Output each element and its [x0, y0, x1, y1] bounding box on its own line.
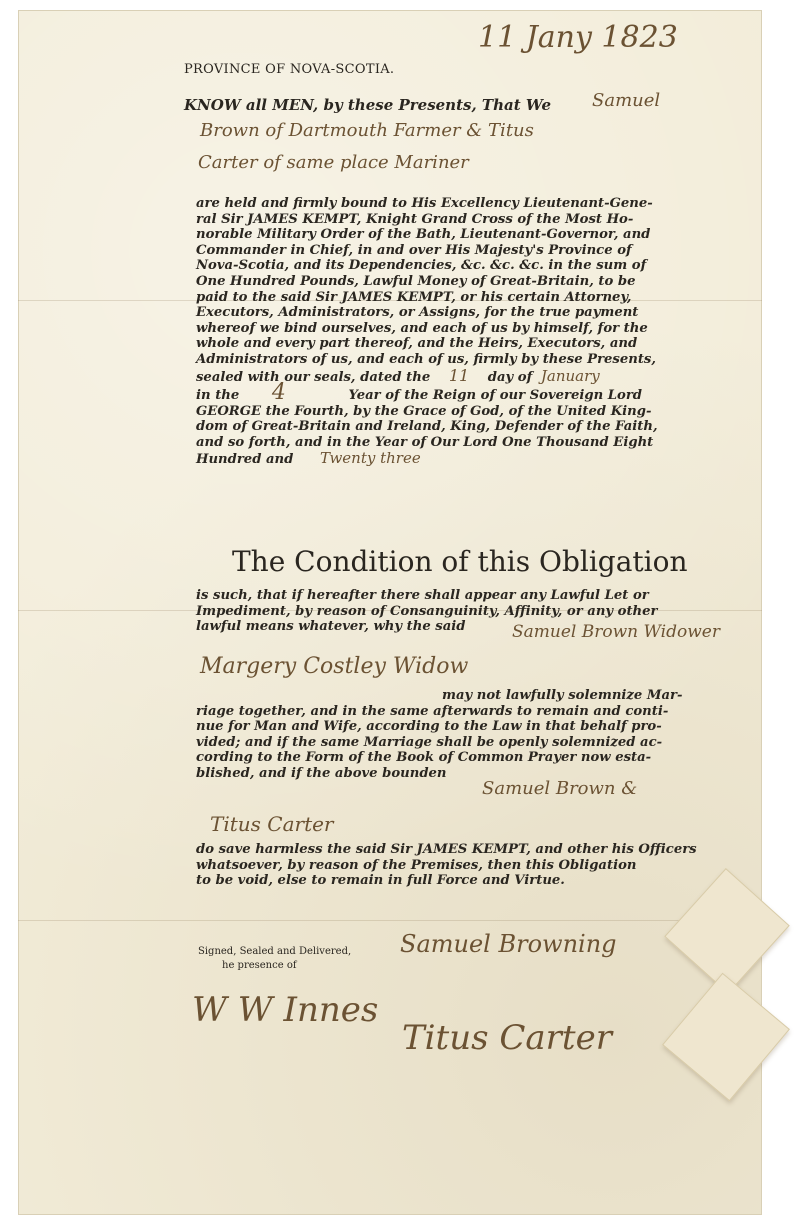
condition-line: Impediment, by reason of Consanguinity, Affinity, or any other [196, 603, 658, 619]
condition-line: whatsoever, by reason of the Premises, then this Obligation [196, 857, 637, 873]
signed-label: Signed, Sealed and Delivered, [198, 946, 352, 957]
bond-line: dom of Great-Britain and Ireland, King, Defender of the Faith, [196, 419, 658, 435]
condition-line: vided; and if the same Marriage shall be openly solemnized ac- [196, 734, 663, 750]
fold-line [18, 920, 762, 921]
handwritten-bounden: Samuel Brown & [482, 778, 638, 799]
said-text: lawful means whatever, why the said [196, 619, 466, 635]
bond-opening [184, 96, 551, 114]
condition-line: cording to the Form of the Book of Common Prayer now esta- [196, 750, 652, 766]
bond-line: Commander in Chief, in and over His Majesty's Province of [196, 242, 632, 258]
bond-line: paid to the said Sir JAMES KEMPT, or his certain Attorney, [196, 289, 632, 305]
handwritten-bounden: Titus Carter [210, 812, 334, 836]
condition-line: to be void, else to remain in full Force and Virtue. [196, 873, 565, 889]
signature-signer-1: Samuel Browning [400, 930, 617, 958]
handwritten-year: Twenty three [319, 448, 421, 467]
condition-line: riage together, and in the same afterwards to remain and conti- [196, 703, 669, 719]
condition-line: may not lawfully solemnize Mar- [442, 688, 683, 703]
bond-line: whereof we bind ourselves, and each of us by himself, for the [196, 320, 648, 336]
handwritten-bride: Margery Costley Widow [200, 654, 469, 679]
handwritten-day: 11 [448, 365, 470, 385]
handwritten-names: Brown of Dartmouth Farmer & Titus [200, 120, 534, 141]
signature-signer-2: Titus Carter [402, 1018, 612, 1058]
handwritten-date: 11 Jany 1823 [478, 20, 678, 55]
bond-opening-text: KNOW all MEN, by these Presents, That We [184, 96, 552, 114]
condition-line: nue for Man and Wife, according to the Law in that behalf pro- [196, 719, 662, 735]
condition-body-2 [196, 688, 716, 782]
hundred-and-text: Hundred and [196, 451, 294, 467]
condition-line: blished, and if the above bounden [196, 765, 447, 781]
bond-line: and so forth, and in the Year of Our Lord One Thousand Eight [196, 434, 654, 450]
handwritten-name: Samuel [592, 90, 661, 111]
bond-line: One Hundred Pounds, Lawful Money of Great-Britain, to be [196, 273, 636, 289]
bond-line [196, 448, 716, 468]
condition-body-3 [196, 842, 716, 889]
bond-line [196, 380, 716, 406]
bond-line: Executors, Administrators, or Assigns, for the true payment [196, 305, 639, 321]
bond-line: whole and every part thereof, and the Heirs, Executors, and [196, 336, 638, 352]
bond-line: GEORGE the Fourth, by the Grace of God, of the United King- [196, 403, 652, 419]
condition-line: is such, that if hereafter there shall appear any Lawful Let or [196, 588, 649, 603]
bond-line: ral Sir JAMES KEMPT, Knight Grand Cross of the Most Ho- [196, 211, 634, 227]
bond-line: Administrators of us, and each of us, firmly by these Presents, [196, 351, 656, 367]
handwritten-regnal-year: 4 [271, 380, 286, 406]
bond-line: norable Military Order of the Bath, Lieutenant-Governor, and [196, 227, 651, 243]
reign-text: Year of the Reign of our Sovereign Lord [348, 388, 643, 404]
day-of-text: day of [487, 369, 533, 385]
province-title: PROVINCE OF NOVA-SCOTIA. [184, 62, 395, 77]
handwritten-month: January [540, 366, 600, 385]
condition-line: do save harmless the said Sir JAMES KEMPT, and other his Officers [196, 842, 697, 857]
signed-label: he presence of [222, 960, 297, 971]
bond-line: are held and firmly bound to His Excellency Lieutenant-Gene- [196, 196, 653, 211]
sealed-text: sealed with our seals, dated the [196, 369, 431, 385]
signature-witness: W W Innes [192, 990, 379, 1030]
bond-body [196, 196, 716, 467]
bond-line: Nova-Scotia, and its Dependencies, &c. &c. &c. in the sum of [196, 258, 647, 274]
handwritten-names: Carter of same place Mariner [198, 152, 469, 173]
in-the-text: in the [196, 388, 240, 404]
condition-title: The Condition of this Obligation [232, 545, 688, 578]
handwritten-groom: Samuel Brown Widower [512, 622, 720, 642]
